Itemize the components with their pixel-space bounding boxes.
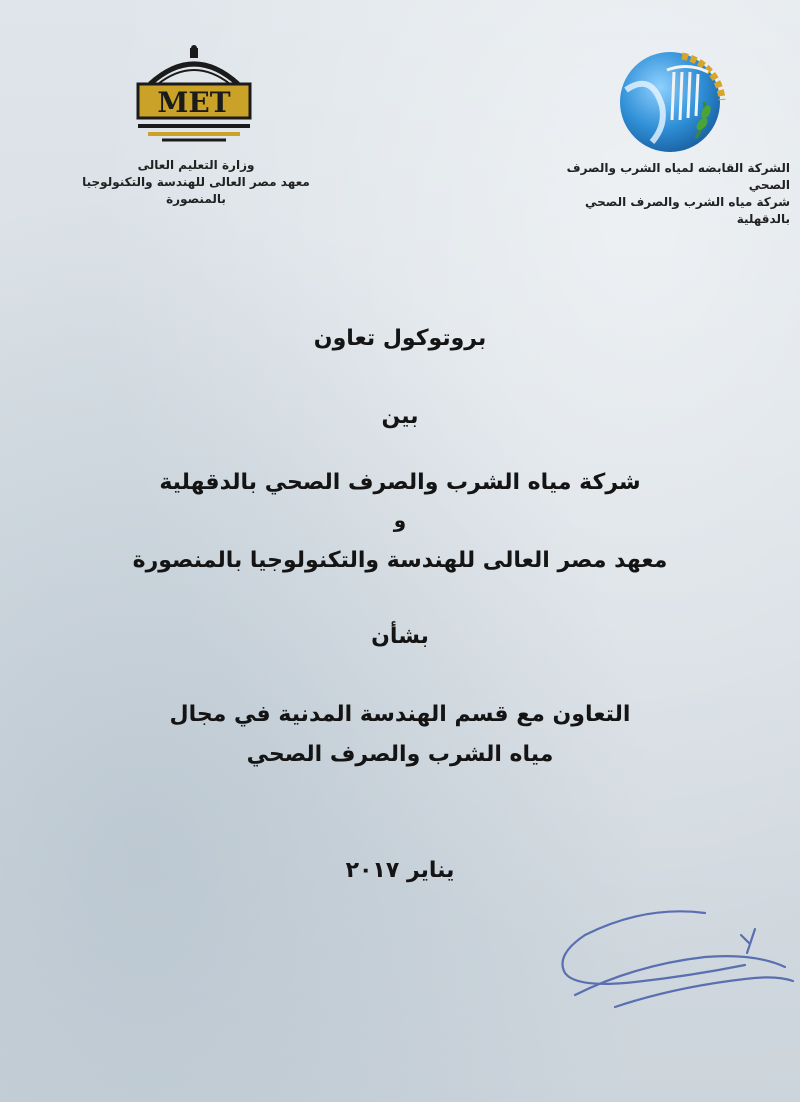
signature-icon [545, 895, 795, 1025]
document-heading: بروتوكول تعاون [313, 326, 487, 351]
header-left-text [60, 157, 332, 208]
met-logo-icon [128, 44, 260, 144]
regarding-label: بشأن [371, 624, 429, 649]
institute-name: معهد مصر العالى للهندسة والتكنولوجيا بالمنصورة [82, 175, 310, 206]
svg-text:MET: MET [157, 86, 231, 119]
document-date: يناير ٢٠١٧ [345, 858, 455, 883]
subject-line-1: التعاون مع قسم الهندسة المدنية في مجال [169, 702, 631, 727]
and-label: و [393, 508, 407, 532]
water-company-name: شركة مياه الشرب والصرف الصحي بالدقهلية [584, 195, 790, 226]
ministry-name: وزارة التعليم العالى [137, 158, 255, 172]
party-two: معهد مصر العالى للهندسة والتكنولوجيا بالمنصورة [132, 548, 668, 573]
party-one: شركة مياه الشرب والصرف الصحي بالدقهلية [159, 470, 641, 495]
header-right-text [540, 160, 790, 228]
holding-company-name: الشركة القابضه لمياه الشرب والصرف الصحي [566, 161, 790, 192]
between-label: بين [381, 404, 419, 429]
water-company-logo-icon [612, 42, 730, 160]
subject-line-2: مياه الشرب والصرف الصحي [246, 742, 554, 767]
